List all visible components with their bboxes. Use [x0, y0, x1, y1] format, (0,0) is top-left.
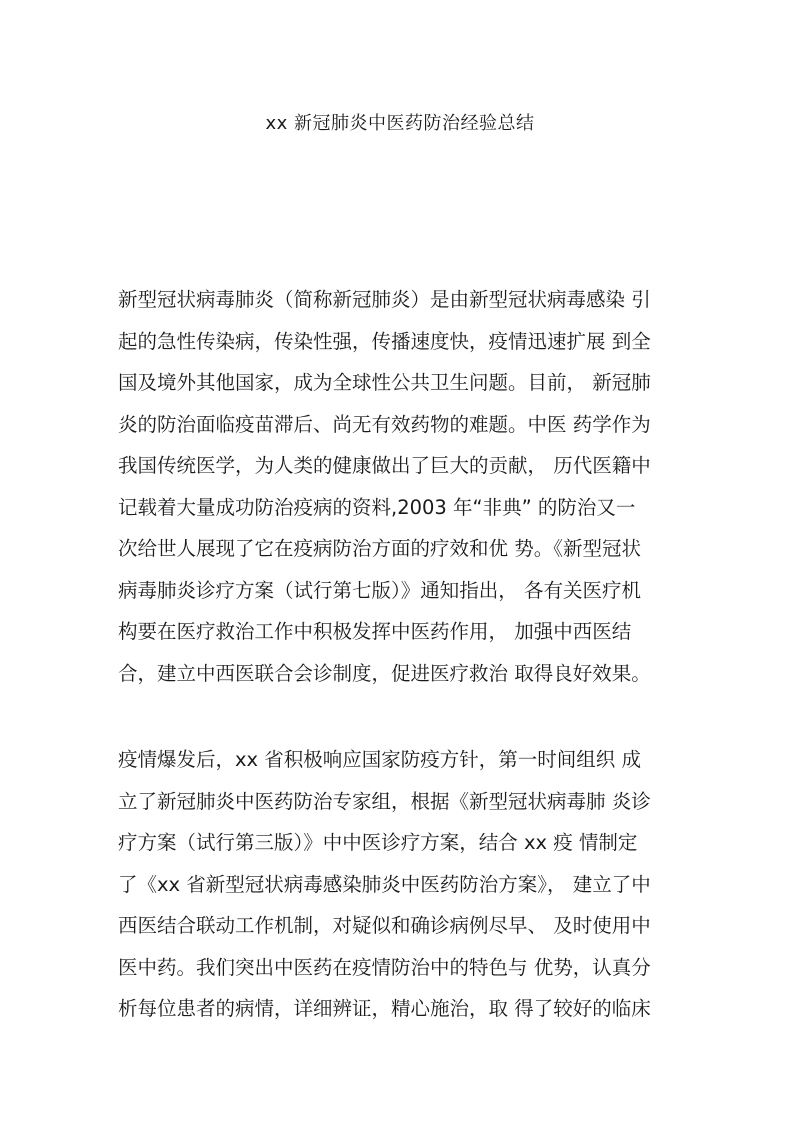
text-line: 病毒肺炎诊疗方案（试行第七版）》通知指出， 各有关医疗机: [118, 578, 641, 602]
text-line: 疗方案（试行第三版）》中中医诊疗方案，结合 xx 疫 情制定: [118, 831, 638, 854]
text-line: 次给世人展现了它在疫病防治方面的疗效和优 势。《新型冠状: [118, 537, 641, 560]
text-line: 记载着大量成功防治疫病的资料,2003 年“非典” 的防治又一: [118, 495, 636, 519]
text-line: 疫情爆发后，xx 省积极响应国家防疫方针，第一时间组织 成: [118, 748, 641, 771]
paragraph-1: [118, 279, 698, 694]
text-line: 炎的防治面临疫苗滞后、尚无有效药物的难题。中医 药学作为: [118, 412, 651, 436]
text-line: 我国传统医学，为人类的健康做出了巨大的贡献， 历代医籍中: [118, 454, 651, 477]
text-line: 西医结合联动工作机制，对疑似和确诊病例尽早、 及时使用中: [118, 914, 651, 937]
text-line: 医中药。我们突出中医药在疫情防治中的特色与 优势，认真分: [118, 955, 651, 979]
text-line: 立了新冠肺炎中医药防治专家组，根据《新型冠状病毒肺 炎诊: [118, 789, 651, 813]
text-line: 合，建立中西医联合会诊制度，促进医疗救治 取得良好效果。: [118, 661, 651, 685]
text-line: 新型冠状病毒肺炎（简称新冠肺炎）是由新型冠状病毒感染 引: [118, 288, 651, 311]
text-line: 起的急性传染病，传染性强，传播速度快，疫情迅速扩展 到全: [118, 329, 651, 353]
text-line: 了《xx 省新型冠状病毒感染肺炎中医药防治方案》， 建立了中: [118, 872, 651, 896]
paragraph-2: [118, 739, 698, 1030]
text-line: 构要在医疗救治工作中积极发挥中医药作用， 加强中西医结: [118, 620, 632, 643]
text-line: 析每位患者的病情，详细辨证，精心施治，取 得了较好的临床: [118, 997, 651, 1020]
text-line: 国及境外其他国家，成为全球性公共卫生问题。目前， 新冠肺: [118, 371, 651, 394]
document-title: xx 新冠肺炎中医药防治经验总结: [265, 113, 535, 134]
